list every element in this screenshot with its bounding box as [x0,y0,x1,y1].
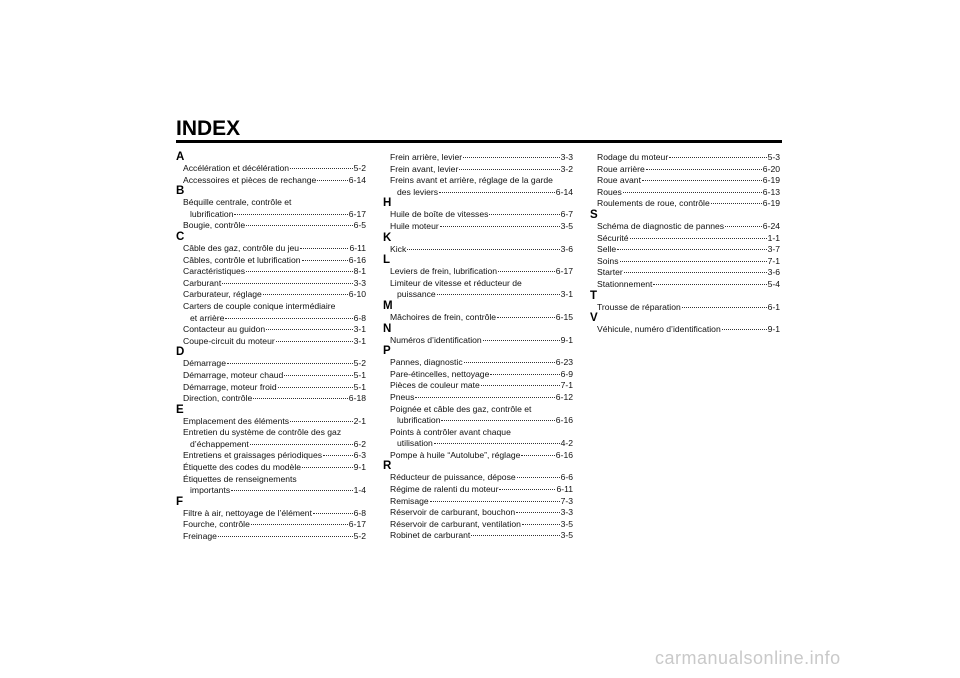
index-entry-label: Câbles, contrôle et lubrification [183,254,301,265]
index-entry [176,531,366,543]
dot-leader [463,157,559,158]
dot-leader [440,226,560,227]
index-entry-label: Démarrage, moteur chaud [183,369,284,380]
index-entry [590,302,780,314]
index-entry-page: 8-1 [353,266,366,277]
dot-leader [253,398,348,399]
index-entry-label: Numéros d’identification [390,334,482,345]
index-letter-heading: S [590,208,598,221]
index-letter-heading: K [383,231,392,244]
index-letter-heading: V [590,312,598,325]
index-entry-label: des leviers [397,186,439,197]
index-entry [176,163,366,175]
index-entry [383,380,573,392]
index-entry [176,462,366,474]
index-letter-heading: B [176,185,185,198]
index-entry-page: 6-8 [353,507,366,518]
index-entry-page: 7-1 [560,380,573,391]
index-entry-page: 6-16 [555,415,573,426]
index-entry-continued [383,404,573,416]
index-entry-label: Mâchoires de frein, contrôle [390,311,497,322]
index-entry-page: 6-3 [353,450,366,461]
index-entry-continued [383,278,573,290]
index-entry-label: Démarrage, moteur froid [183,381,277,392]
index-entry [590,187,780,199]
dot-leader [620,261,767,262]
index-entry-label: Freins avant et arrière, réglage de la garde [390,175,553,186]
index-entry-page: 6-15 [555,311,573,322]
dot-leader [290,421,353,422]
index-entry-label: Kick [390,243,407,254]
index-entry-label: Soins [597,255,619,266]
index-letter-heading: L [383,254,391,267]
index-entry [383,312,573,324]
index-entry [383,335,573,347]
index-entry-page: 2-1 [353,415,366,426]
dot-leader [266,329,352,330]
dot-leader [725,226,762,227]
index-entry-label: Robinet de carburant [390,530,471,541]
index-entry-label: Carters de couple conique intermédiaire [183,300,336,311]
index-entry [383,221,573,233]
index-entry-page: 3-3 [560,507,573,518]
index-entry-page: 3-7 [767,244,780,255]
dot-leader [630,238,767,239]
dot-leader [498,271,555,272]
index-entry-page: 6-17 [555,266,573,277]
dot-leader [722,329,767,330]
index-entry-page: 3-1 [353,335,366,346]
index-letter-heading: H [383,197,392,210]
index-entry-label: Pneus [390,391,415,402]
index-entry-label: Remisage [390,495,429,506]
dot-leader [407,249,559,250]
page-title: INDEX [176,117,241,140]
index-entry-page: 7-1 [767,255,780,266]
index-letter-heading: R [383,460,392,473]
index-entry-label: Trousse de réparation [597,301,681,312]
index-entry-label: Pièces de couleur mate [390,380,480,391]
index-entry [383,357,573,369]
index-entry [176,336,366,348]
index-entry-label: Roulements de roue, contrôle [597,198,710,209]
dot-leader [489,214,559,215]
index-entry [590,198,780,210]
index-entry [383,369,573,381]
index-entry-page: 6-19 [762,175,780,186]
index-entry [383,484,573,496]
index-entry-label: Béquille centrale, contrôle et [183,197,292,208]
index-entry-page: 1-1 [767,232,780,243]
index-entry [176,175,366,187]
index-letter-heading: F [176,495,184,508]
index-entry-label: importants [190,485,231,496]
dot-leader [430,501,560,502]
index-entry-label: Schéma de diagnostic de pannes [597,220,725,231]
dot-leader [521,455,554,456]
dot-leader [246,225,352,226]
index-entry-page: 6-11 [556,484,573,495]
dot-leader [263,294,348,295]
index-entry [590,244,780,256]
index-entry-label: Roues [597,186,622,197]
index-entry-page: 6-16 [555,449,573,460]
dot-leader [300,248,348,249]
index-entry-label: Accélération et décélération [183,163,290,173]
index-entry-page: 3-5 [560,530,573,541]
index-entry [176,485,366,497]
index-entry-label: Freinage [183,531,217,542]
index-entry-page: 6-13 [762,186,780,197]
dot-leader [483,340,560,341]
index-entry [176,370,366,382]
index-entry-label: Frein arrière, levier [390,152,463,162]
index-entry-label: Coupe-circuit du moteur [183,335,275,346]
dot-leader [246,271,352,272]
dot-leader [471,535,559,536]
dot-leader [617,249,766,250]
index-entry [176,450,366,462]
watermark: carmanualsonline.info [655,648,841,668]
index-entry-label: Starter [597,267,623,278]
index-entry [590,324,780,336]
index-entry-continued [383,427,573,439]
index-entry-continued [176,197,366,209]
index-entry [383,507,573,519]
dot-leader [623,192,762,193]
index-entry-label: Frein avant, levier [390,163,459,174]
title-rule [176,140,782,143]
index-entry-label: Carburant [183,277,222,288]
index-entry [176,209,366,221]
index-entry-page: 6-11 [349,242,366,253]
index-entry [383,530,573,542]
index-entry-label: Points à contrôler avant chaque [390,426,511,437]
index-entry-page: 6-12 [555,391,573,402]
dot-leader [497,317,555,318]
index-entry-page: 9-1 [767,324,780,335]
dot-leader [218,536,353,537]
index-letter-heading: T [590,289,598,302]
index-entry [176,358,366,370]
index-entry-label: Réservoir de carburant, ventilation [390,518,521,529]
dot-leader [251,524,348,525]
index-entry-page: 7-3 [560,495,573,506]
index-entry-label: Sécurité [597,232,629,243]
index-entry [176,243,366,255]
index-entry [176,220,366,232]
index-entry-page: 9-1 [353,462,366,473]
index-entry [176,278,366,290]
dot-leader [653,284,766,285]
index-letter-heading: M [383,299,393,312]
index-entry [383,438,573,450]
dot-leader [317,180,348,181]
index-entry [383,392,573,404]
index-entry-page: 6-24 [762,220,780,231]
index-entry-label: Roue avant [597,175,641,186]
index-entry-label: Régime de ralenti du moteur [390,484,499,495]
index-entry-continued [176,427,366,439]
index-entry [590,175,780,187]
index-entry-page: 5-1 [353,381,366,392]
index-entry-label: utilisation [397,438,433,449]
index-entry-label: Direction, contrôle [183,393,253,404]
dot-leader [222,283,352,284]
index-entry-label: Roue arrière [597,163,645,174]
index-letter-heading: A [176,151,185,163]
index-entry [590,233,780,245]
index-entry [590,152,780,164]
index-entry-page: 5-1 [353,369,366,380]
index-entry-label: lubrification [397,415,441,426]
index-entry-page: 3-1 [560,289,573,300]
dot-leader [499,489,555,490]
index-entry [383,244,573,256]
index-entry-label: lubrification [190,208,234,219]
index-entry-label: Rodage du moteur [597,152,669,162]
index-entry-label: Caractéristiques [183,266,246,277]
index-entry-label: Leviers de frein, lubrification [390,266,497,277]
index-entry-page: 3-6 [560,243,573,254]
dot-leader [669,157,766,158]
index-entry [176,382,366,394]
index-entry-label: Démarrage [183,358,226,369]
index-entry-label: Fourche, contrôle [183,519,250,530]
index-entry [383,152,573,164]
index-entry-label: d’échappement [190,438,249,449]
index-entry-page: 6-17 [348,208,366,219]
index-entry-continued [176,474,366,486]
index-entry-label: Contacteur au guidon [183,324,266,335]
index-entry [176,508,366,520]
index-entry-label: Réservoir de carburant, bouchon [390,507,516,518]
index-entry [383,472,573,484]
index-entry-page: 6-10 [348,289,366,300]
index-entry-page: 6-18 [348,393,366,404]
index-entry-label: Pompe à huile “Autolube”, réglage [390,449,521,460]
index-entry-label: Pare-étincelles, nettoyage [390,368,490,379]
dot-leader [415,397,554,398]
index-entry [176,289,366,301]
index-entry-page: 6-14 [555,186,573,197]
dot-leader [642,180,762,181]
index-entry-page: 3-3 [353,277,366,288]
index-column-2 [383,152,573,542]
index-entry [383,415,573,427]
index-entry-page: 3-5 [560,518,573,529]
index-entry [176,266,366,278]
index-entry-label: Limiteur de vitesse et réducteur de [390,277,522,288]
index-entry-continued [383,175,573,187]
index-entry-label: Carburateur, réglage [183,289,262,300]
dot-leader [522,524,560,525]
dot-leader [437,294,560,295]
index-entry-page: 3-6 [767,267,780,278]
index-entry-page: 3-5 [560,220,573,231]
index-letter-heading: P [383,345,391,358]
index-entry-page: 5-4 [767,278,780,289]
index-letter-heading: C [176,230,185,243]
dot-leader [250,444,353,445]
index-entry-label: Poignée et câble des gaz, contrôle et [390,403,532,414]
index-entry-label: Emplacement des éléments [183,415,290,426]
dot-leader [227,363,353,364]
index-entry-page: 6-20 [762,163,780,174]
dot-leader [278,387,353,388]
index-entry-page: 6-6 [560,472,573,483]
dot-leader [323,455,353,456]
index-entry-page: 5-2 [353,358,366,369]
index-entry-page: 5-2 [353,531,366,542]
index-entry-page: 3-1 [353,324,366,335]
index-entry [176,393,366,405]
index-entry-page: 6-2 [353,438,366,449]
index-entry-label: Filtre à air, nettoyage de l’élément [183,507,312,518]
index-entry-label: Huile de boîte de vitesses [390,209,489,220]
dot-leader [225,318,352,319]
dot-leader [517,477,560,478]
index-entry-page: 6-7 [560,209,573,220]
index-entry-page: 6-14 [348,174,366,185]
index-column-1 [176,152,366,543]
index-entry-page: 6-9 [560,368,573,379]
index-entry-page: 1-4 [353,485,366,496]
index-entry-label: Étiquettes de renseignements [183,473,297,484]
index-entry-label: Accessoires et pièces de rechange [183,174,317,185]
index-entry-label: puissance [397,289,436,300]
index-entry-page: 6-19 [762,198,780,209]
index-entry [383,266,573,278]
dot-leader [284,375,352,376]
index-entry-label: Huile moteur [390,220,439,231]
dot-leader [290,168,353,169]
index-entry-page: 6-16 [348,254,366,265]
dot-leader [434,443,560,444]
index-letter-heading: E [176,403,184,416]
dot-leader [682,307,767,308]
index-entry-page: 6-17 [348,519,366,530]
index-entry [176,255,366,267]
index-entry-label: Stationnement [597,278,653,289]
index-entry-label: Véhicule, numéro d’identification [597,324,721,335]
dot-leader [464,362,555,363]
index-entry [383,164,573,176]
index-entry [590,164,780,176]
index-entry [176,416,366,428]
index-entry-page: 3-2 [560,163,573,174]
index-entry [590,256,780,268]
index-letter-heading: N [383,322,392,335]
index-entry [383,496,573,508]
index-entry-label: Selle [597,244,617,255]
dot-leader [516,512,559,513]
dot-leader [234,214,347,215]
index-entry [383,187,573,199]
index-entry-label: Câble des gaz, contrôle du jeu [183,242,300,253]
dot-leader [276,341,353,342]
index-entry [176,313,366,325]
index-column-3 [590,152,780,336]
dot-leader [646,169,762,170]
index-entry-page: 6-5 [353,220,366,231]
index-entry-label: Réducteur de puissance, dépose [390,472,516,483]
dot-leader [441,420,554,421]
dot-leader [490,374,559,375]
dot-leader [302,467,353,468]
index-entry [176,439,366,451]
index-entry-page: 3-3 [560,152,573,162]
index-letter-heading: D [176,346,185,359]
dot-leader [231,490,352,491]
index-entry [383,209,573,221]
index-entry-label: Entretiens et graissages périodiques [183,450,323,461]
index-entry-page: 5-3 [767,152,780,162]
dot-leader [711,203,762,204]
dot-leader [624,272,767,273]
index-entry [383,519,573,531]
dot-leader [302,260,348,261]
index-entry-page: 9-1 [560,334,573,345]
index-entry [176,519,366,531]
index-entry [590,279,780,291]
index-entry-page: 6-8 [353,312,366,323]
index-entry-label: Bougie, contrôle [183,220,246,231]
index-entry [590,267,780,279]
index-entry-page: 6-1 [767,301,780,312]
index-entry-continued [176,301,366,313]
index-entry [383,289,573,301]
index-entry-label: Pannes, diagnostic [390,357,463,368]
index-entry [383,450,573,462]
dot-leader [313,513,353,514]
index-entry [176,324,366,336]
index-entry-page: 4-2 [560,438,573,449]
index-entry-page: 6-23 [555,357,573,368]
index-entry-label: Étiquette des codes du modèle [183,462,302,473]
dot-leader [481,385,560,386]
index-entry-page: 5-2 [353,163,366,173]
index-entry-label: Entretien du système de contrôle des gaz [183,427,342,438]
index-entry-label: et arrière [190,312,225,323]
dot-leader [439,192,555,193]
dot-leader [459,169,559,170]
index-entry [590,221,780,233]
